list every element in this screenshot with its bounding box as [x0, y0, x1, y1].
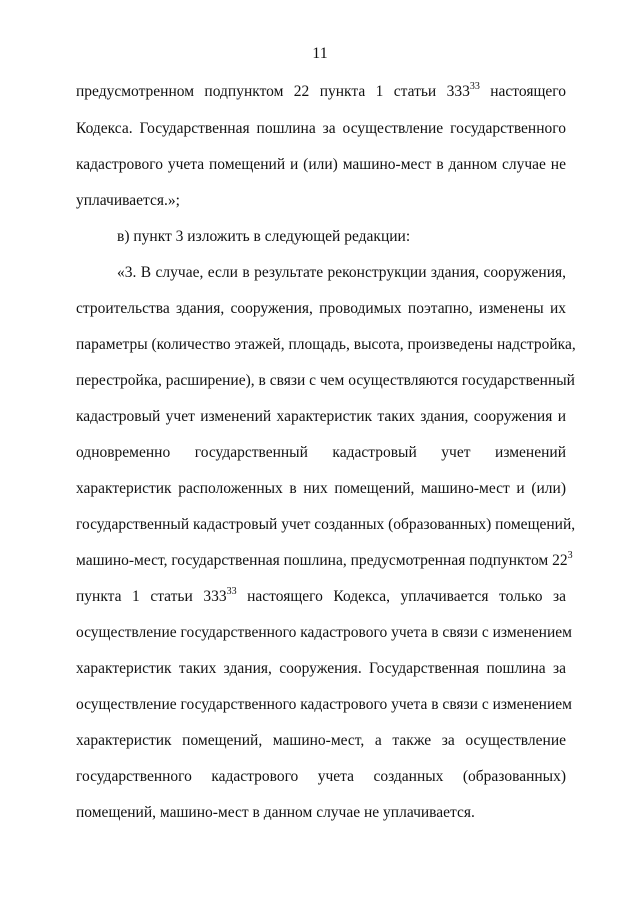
text-line: осуществление государственного кадастрового учета в связи с изменением	[76, 696, 572, 713]
text-line: уплачивается.»;	[76, 192, 180, 209]
text-line: в) пункт 3 изложить в следующей редакции:	[117, 228, 411, 245]
text-line: характеристик таких здания, сооружения. Государственная пошлина за	[76, 660, 566, 677]
text-line: предусмотренном подпунктом 22 пункта 1 статьи $333^{33}$ настоящего	[76, 80, 566, 100]
text-line: машино-мест, государственная пошлина, предусмотренная подпунктом $22^3$	[76, 549, 573, 569]
text-line: параметры (количество этажей, площадь, высота, произведены надстройка,	[76, 336, 576, 353]
page-number: 11	[312, 45, 328, 62]
text-line: характеристик расположенных в них помещений, машино-мест и (или)	[76, 480, 566, 497]
text-line: Кодекса. Государственная пошлина за осуществление государственного	[76, 120, 566, 137]
text-line: строительства здания, сооружения, проводимых поэтапно, изменены их	[76, 300, 566, 317]
text-line: перестройка, расширение), в связи с чем осуществляются государственный	[76, 372, 575, 389]
text-line: одновременно государственный кадастровый учет изменений	[76, 444, 566, 461]
text-line: помещений, машино-мест в данном случае не уплачивается.	[76, 804, 475, 821]
text-line: «3. В случае, если в результате реконструкции здания, сооружения,	[117, 264, 566, 281]
text-line: кадастрового учета помещений и (или) машино-мест в данном случае не	[76, 156, 566, 173]
text-line: пункта 1 статьи $333^{33}$ настоящего Кодекса, уплачивается только за	[76, 585, 566, 605]
text-line: характеристик помещений, машино-мест, а также за осуществление	[76, 732, 566, 749]
text-line: государственного кадастрового учета созданных (образованных)	[76, 768, 566, 785]
text-line: государственный кадастровый учет созданных (образованных) помещений,	[76, 516, 576, 533]
text-line: кадастровый учет изменений характеристик таких здания, сооружения и	[76, 408, 566, 425]
text-line: осуществление государственного кадастрового учета в связи с изменением	[76, 624, 572, 641]
